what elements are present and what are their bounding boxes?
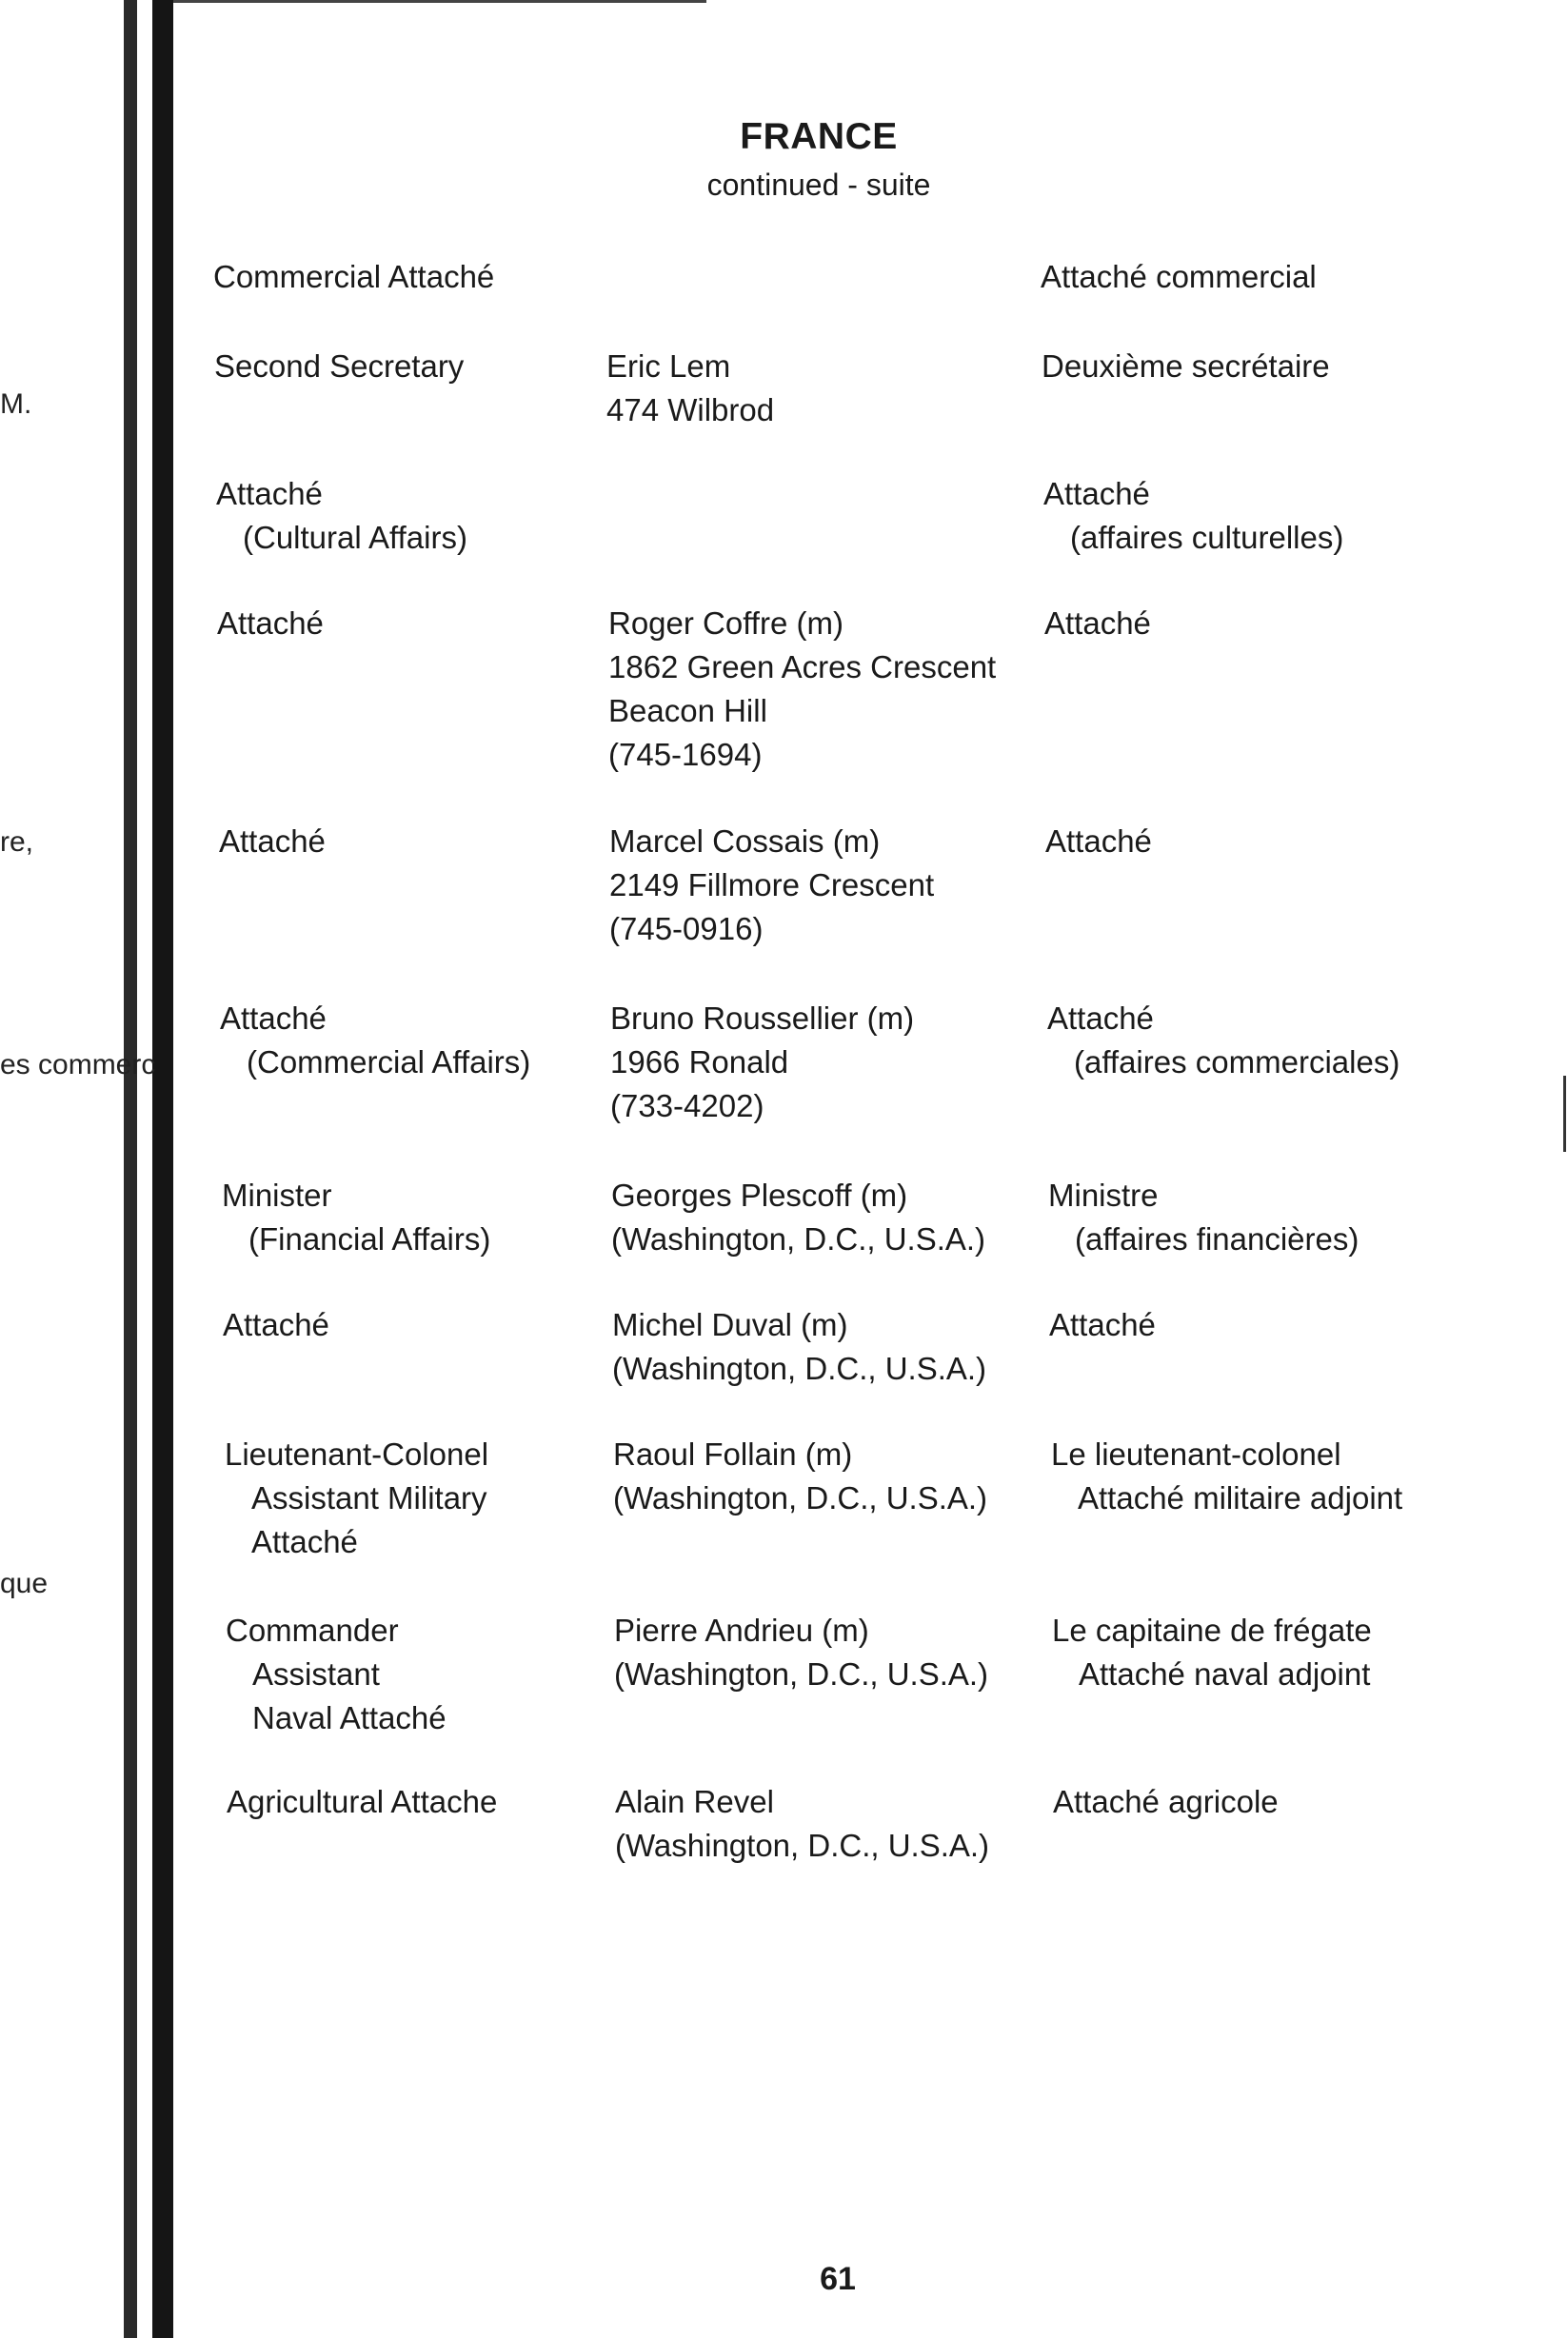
- entry-person: [613, 1433, 987, 1520]
- entry-person: [609, 820, 934, 951]
- entry-title-en: [219, 820, 326, 863]
- entry-title-en: [216, 472, 467, 560]
- entry-title-en: [226, 1609, 447, 1740]
- entry-title-fr: [1051, 1433, 1402, 1520]
- entry-line: Attaché: [219, 823, 326, 859]
- margin-fragment: re,: [0, 826, 34, 858]
- page-title: FRANCE: [740, 116, 898, 157]
- right-edge-mark: [1563, 1076, 1566, 1152]
- page-binding-edge: [124, 0, 173, 2338]
- entry-title-en: [220, 997, 530, 1084]
- entry-line: (Washington, D.C., U.S.A.): [613, 1480, 988, 1516]
- entry-line: Attaché: [1045, 823, 1152, 859]
- entry-person: [606, 345, 774, 432]
- entry-line: Attaché: [1049, 1307, 1156, 1342]
- entry-line: Attaché: [223, 1307, 329, 1342]
- entry-line: Minister: [222, 1178, 332, 1213]
- entry-line: (Commercial Affairs): [247, 1044, 531, 1080]
- entry-line: Beacon Hill: [608, 693, 767, 728]
- entry-line: (Washington, D.C., U.S.A.): [615, 1828, 990, 1863]
- entry-line: Attaché naval adjoint: [1079, 1656, 1371, 1692]
- entry-person: [612, 1303, 986, 1391]
- entry-line: 474 Wilbrod: [606, 392, 775, 427]
- entry-line: (affaires commerciales): [1074, 1044, 1400, 1080]
- entry-line: (Washington, D.C., U.S.A.): [614, 1656, 989, 1692]
- entry-line: Roger Coffre (m): [608, 605, 844, 641]
- entry-line: Le lieutenant-colonel: [1051, 1436, 1341, 1472]
- entry-person: [610, 997, 914, 1128]
- entry-line: Attaché: [220, 1001, 327, 1036]
- entry-person: [614, 1609, 988, 1696]
- entry-line: Georges Plescoff (m): [611, 1178, 908, 1213]
- entry-title-fr: [1053, 1780, 1279, 1824]
- page-number: 61: [820, 2261, 856, 2297]
- entry-line: Attaché: [217, 605, 324, 641]
- entry-title-fr: [1045, 820, 1152, 863]
- entry-title-en: [227, 1780, 497, 1824]
- entry-line: Attaché militaire adjoint: [1078, 1480, 1403, 1516]
- entry-title-fr: [1041, 255, 1317, 299]
- entry-line: 1862 Green Acres Crescent: [608, 649, 997, 684]
- entry-line: Attaché: [1047, 1001, 1154, 1036]
- entry-line: Le capitaine de frégate: [1052, 1613, 1372, 1648]
- entry-line: Agricultural Attache: [227, 1784, 498, 1819]
- entry-line: (Washington, D.C., U.S.A.): [611, 1221, 986, 1257]
- entry-line: Marcel Cossais (m): [609, 823, 881, 859]
- entry-line: Bruno Roussellier (m): [610, 1001, 915, 1036]
- entry-title-fr: [1048, 1174, 1359, 1261]
- entry-line: Attaché commercial: [1041, 259, 1317, 294]
- entry-line: (745-0916): [609, 911, 764, 946]
- entry-person: [611, 1174, 985, 1261]
- entry-line: Commercial Attaché: [213, 259, 495, 294]
- entry-line: Michel Duval (m): [612, 1307, 848, 1342]
- entry-line: (745-1694): [608, 737, 763, 772]
- entry-title-en: [223, 1303, 329, 1347]
- entry-line: (Washington, D.C., U.S.A.): [612, 1351, 987, 1386]
- entry-title-fr: [1044, 602, 1151, 645]
- entry-line: Naval Attaché: [252, 1700, 447, 1735]
- entry-title-fr: [1049, 1303, 1156, 1347]
- entry-title-fr: [1043, 472, 1343, 560]
- entry-person: [608, 602, 996, 777]
- entry-line: Deuxième secrétaire: [1042, 348, 1330, 384]
- entry-line: (Cultural Affairs): [243, 520, 467, 555]
- entry-line: Ministre: [1048, 1178, 1159, 1213]
- entry-line: Alain Revel: [615, 1784, 774, 1819]
- entry-title-fr: [1047, 997, 1399, 1084]
- entry-title-en: [213, 255, 494, 299]
- entry-line: Attaché: [1043, 476, 1150, 511]
- entry-line: Pierre Andrieu (m): [614, 1613, 869, 1648]
- entry-line: Assistant: [252, 1656, 380, 1692]
- entry-line: Raoul Follain (m): [613, 1436, 853, 1472]
- entry-line: 1966 Ronald: [610, 1044, 789, 1080]
- entry-line: Assistant Military: [251, 1480, 487, 1516]
- entry-title-fr: [1042, 345, 1330, 388]
- entry-line: 2149 Fillmore Crescent: [609, 867, 935, 902]
- entry-title-fr: [1052, 1609, 1372, 1696]
- page-subtitle: continued - suite: [706, 168, 931, 202]
- margin-fragment: M.: [0, 388, 32, 420]
- entry-line: Lieutenant-Colonel: [225, 1436, 489, 1472]
- entry-line: (733-4202): [610, 1088, 764, 1123]
- entry-line: Commander: [226, 1613, 399, 1648]
- margin-fragment: es commerc: [0, 1049, 156, 1080]
- margin-fragment: que: [0, 1568, 49, 1599]
- entry-title-en: [225, 1433, 488, 1564]
- entry-line: Attaché: [216, 476, 323, 511]
- entry-line: Eric Lem: [606, 348, 731, 384]
- entry-title-en: [222, 1174, 490, 1261]
- top-rule: [173, 0, 706, 3]
- entry-line: Second Secretary: [214, 348, 465, 384]
- entry-line: (affaires financières): [1075, 1221, 1360, 1257]
- entry-title-en: [214, 345, 464, 388]
- entry-line: Attaché: [1044, 605, 1151, 641]
- entry-title-en: [217, 602, 324, 645]
- entry-person: [615, 1780, 989, 1868]
- entry-line: Attaché: [251, 1524, 358, 1559]
- entry-line: (affaires culturelles): [1070, 520, 1344, 555]
- entry-line: Attaché agricole: [1053, 1784, 1279, 1819]
- entry-line: (Financial Affairs): [248, 1221, 491, 1257]
